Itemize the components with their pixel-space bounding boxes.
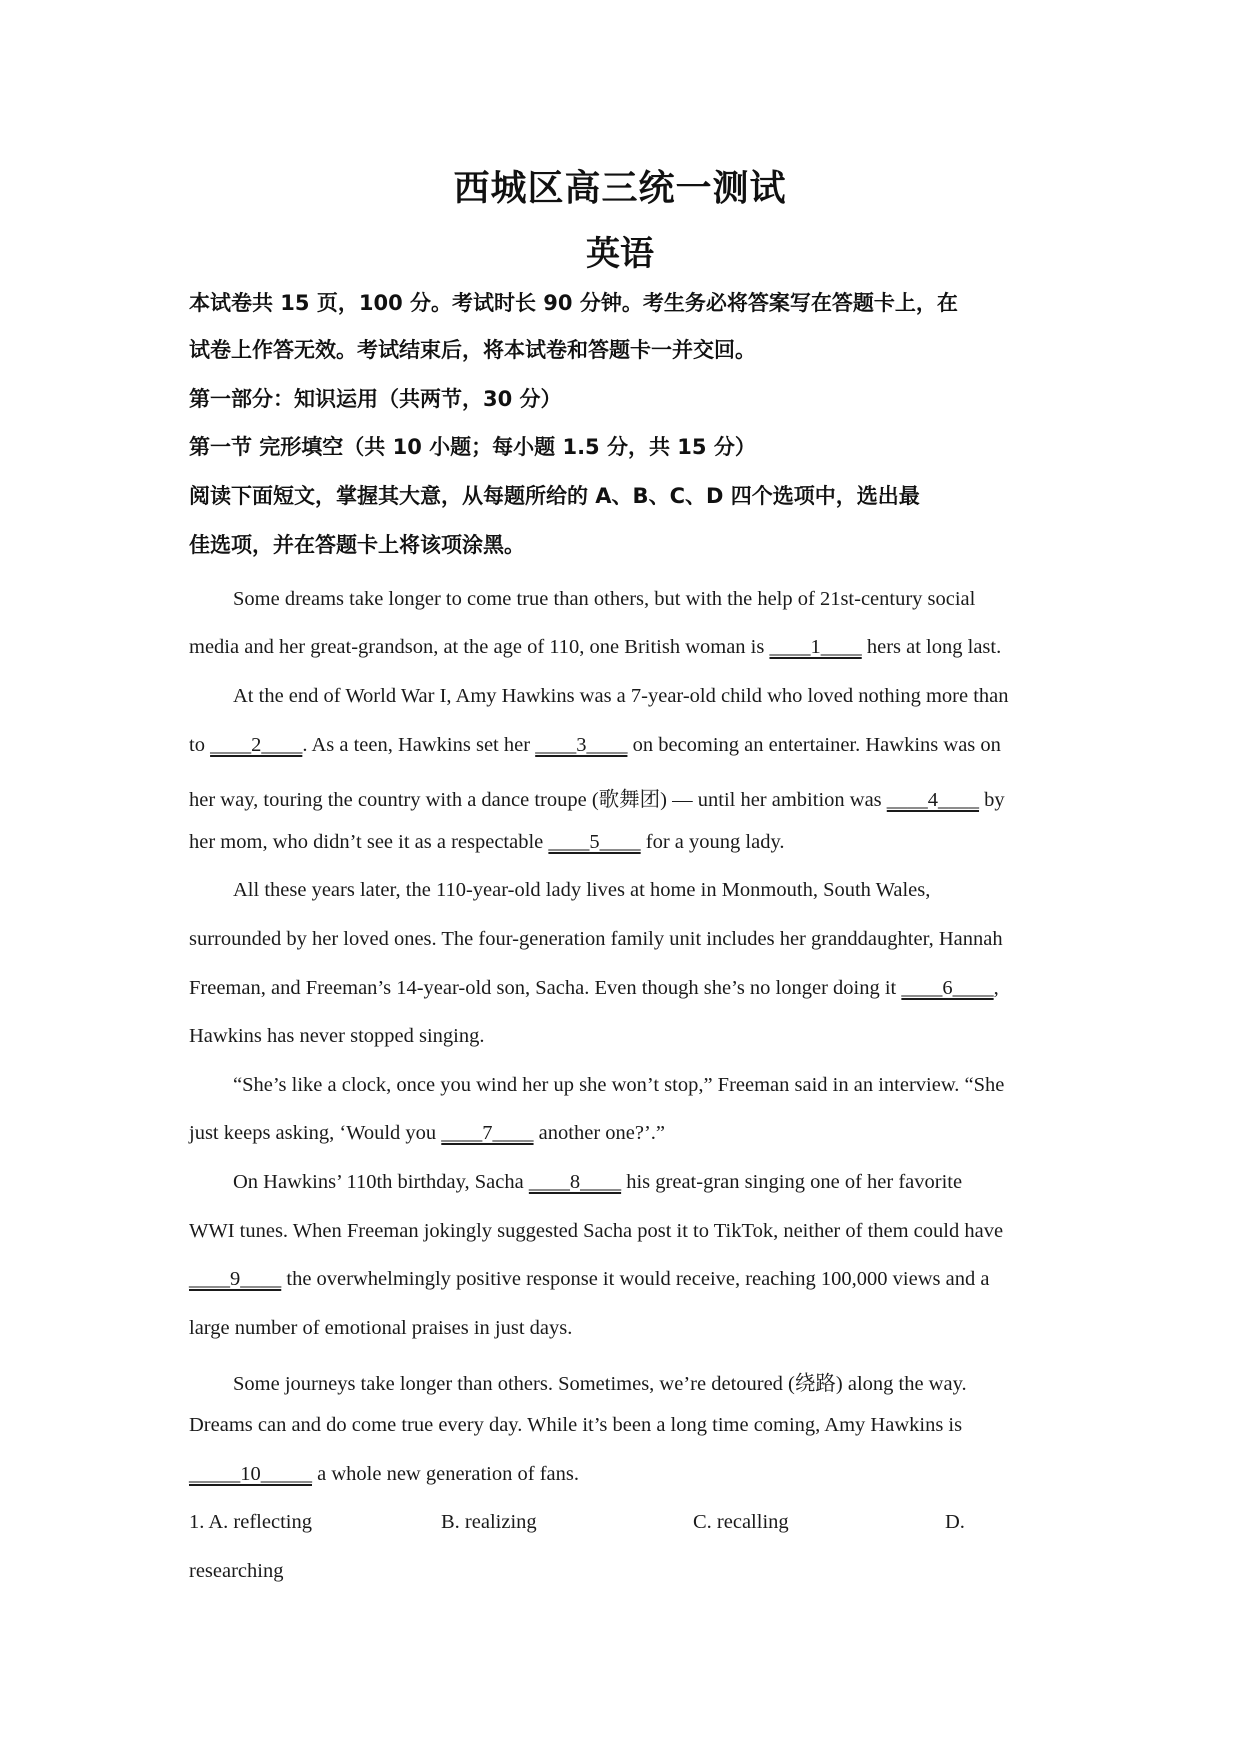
directions-line-2: 佳选项，并在答题卡上将该项涂黑。 bbox=[189, 533, 525, 557]
exam-title: 西城区高三统一测试 bbox=[453, 168, 787, 209]
passage-line: Some dreams take longer to come true than others, but with the help of 21st-century social bbox=[233, 588, 976, 610]
passage-line: her mom, who didn’t see it as a respectable ____5____ for a young lady. bbox=[189, 831, 785, 853]
part-title: 第一部分：知识运用（共两节，30 分） bbox=[189, 387, 562, 411]
section-title: 第一节 完形填空（共 10 小题；每小题 1.5 分，共 15 分） bbox=[189, 435, 756, 459]
passage-line: media and her great-grandson, at the age of 110, one British woman is ____1____ hers at long last. bbox=[189, 636, 1002, 658]
passage-line: Freeman, and Freeman’s 14-year-old son, Sacha. Even though she’s no longer doing it ____6____, bbox=[189, 977, 999, 999]
passage-line: WWI tunes. When Freeman jokingly suggested Sacha post it to TikTok, neither of them could have bbox=[189, 1220, 1004, 1242]
blank-2: ____2____ bbox=[210, 734, 303, 756]
blank-7: ____7____ bbox=[441, 1122, 534, 1144]
passage-line: _____10_____ a whole new generation of fans. bbox=[189, 1463, 579, 1485]
directions-line-1: 阅读下面短文，掌握其大意，从每题所给的 A、B、C、D 四个选项中，选出最 bbox=[189, 484, 920, 508]
passage-line: her way, touring the country with a dance troupe (歌舞团) — until her ambition was ____4____ by bbox=[189, 789, 1005, 811]
instruction-line-2: 试卷上作答无效。考试结束后，将本试卷和答题卡一并交回。 bbox=[189, 338, 756, 362]
passage-line: Dreams can and do come true every day. While it’s been a long time coming, Amy Hawkins is bbox=[189, 1414, 963, 1436]
subject-title: 英语 bbox=[586, 234, 654, 274]
blank-3: ____3____ bbox=[535, 734, 628, 756]
blank-6: ____6____ bbox=[901, 977, 994, 999]
question-1-option-d-text: researching bbox=[189, 1560, 284, 1582]
passage-line: Some journeys take longer than others. Sometimes, we’re detoured (绕路) along the way. bbox=[233, 1373, 967, 1395]
blank-4: ____4____ bbox=[886, 789, 980, 811]
question-1-option-a: 1. A. reflecting bbox=[189, 1511, 312, 1533]
question-1-option-d-label: D. bbox=[945, 1511, 965, 1533]
passage-line: to ____2____. As a teen, Hawkins set her ____3____ on becoming an entertainer. Hawkins was on bbox=[189, 734, 1001, 756]
passage-line: “She’s like a clock, once you wind her up she won’t stop,” Freeman said in an interview. “She bbox=[233, 1074, 1005, 1096]
passage-line: just keeps asking, ‘Would you ____7____ another one?’.” bbox=[189, 1122, 666, 1144]
blank-10: _____10_____ bbox=[189, 1463, 312, 1485]
question-1-option-c: C. recalling bbox=[693, 1511, 789, 1533]
passage-line: large number of emotional praises in just days. bbox=[189, 1317, 573, 1339]
blank-1: ____1____ bbox=[769, 636, 862, 658]
passage-line: surrounded by her loved ones. The four-generation family unit includes her granddaughter, Hannah bbox=[189, 928, 1003, 950]
passage-line: At the end of World War I, Amy Hawkins was a 7-year-old child who loved nothing more than bbox=[233, 685, 1009, 707]
blank-8: ____8____ bbox=[528, 1171, 622, 1193]
passage-line: ____9____ the overwhelmingly positive response it would receive, reaching 100,000 views and a bbox=[189, 1268, 990, 1290]
blank-5: ____5____ bbox=[548, 831, 641, 853]
passage-line: All these years later, the 110-year-old lady lives at home in Monmouth, South Wales, bbox=[233, 879, 931, 901]
blank-9: ____9____ bbox=[189, 1268, 282, 1290]
question-1-option-b: B. realizing bbox=[441, 1511, 537, 1533]
instruction-line-1: 本试卷共 15 页，100 分。考试时长 90 分钟。考生务必将答案写在答题卡上，在 bbox=[189, 291, 958, 315]
passage-line: On Hawkins’ 110th birthday, Sacha ____8____ his great-gran singing one of her favorite bbox=[233, 1171, 963, 1193]
passage-line: Hawkins has never stopped singing. bbox=[189, 1025, 485, 1047]
